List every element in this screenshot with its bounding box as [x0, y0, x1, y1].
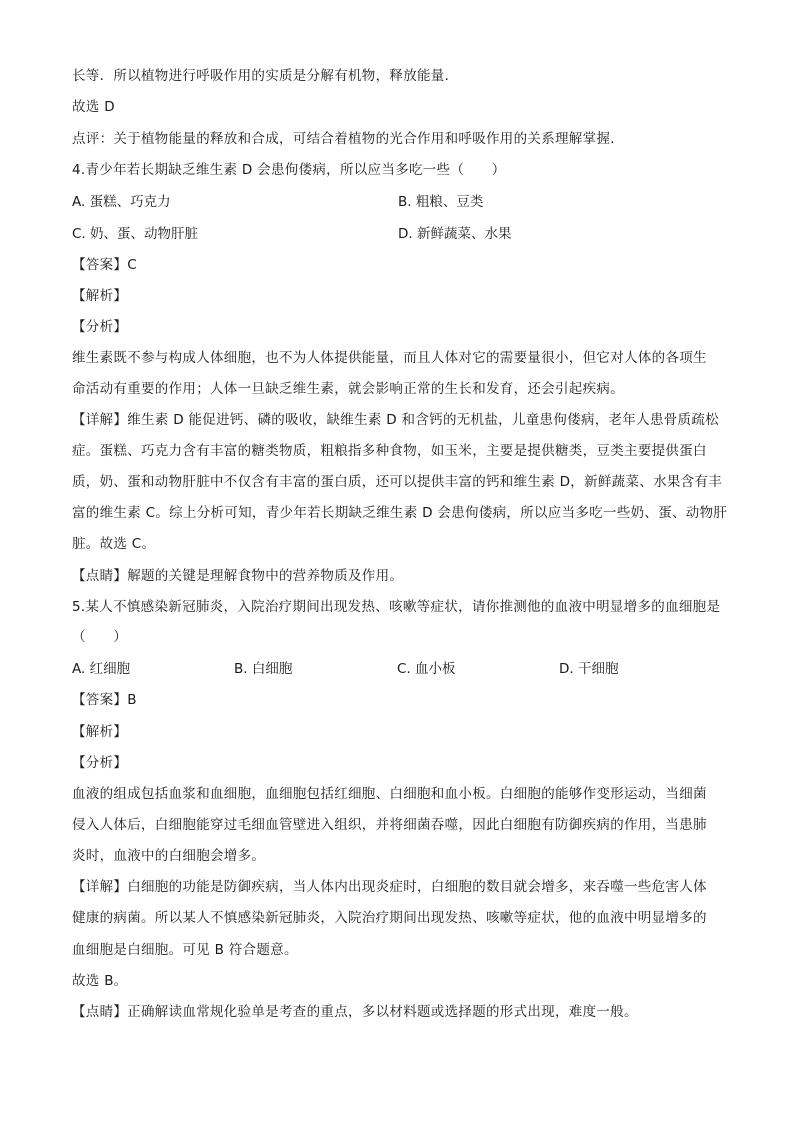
answer-value: B [127, 692, 137, 708]
q5-fenxi-heading: 【分析】 [72, 755, 128, 771]
q5-stem: 5.某人不慎感染新冠肺炎，入院治疗期间出现发热、咳嗽等症状，请你推测他的血液中明显增多的血细胞是 [72, 599, 721, 615]
q5-choice: 故选 B。 [72, 973, 128, 989]
q5-option-b: B. 白细胞 [234, 661, 293, 677]
q4-dianjing-line [72, 566, 403, 586]
q4-xiangjie-text: 质，奶、蛋和动物肝脏中不仅含有丰富的蛋白质，还可以提供丰富的钙和维生素 D，新鲜蔬菜、水果含有丰 [72, 474, 723, 490]
q4-xiangjie-text: 脏。故选 C。 [72, 536, 156, 552]
dianjing-tag: 【点睛】 [72, 1004, 128, 1020]
answer-tag: 【答案】 [72, 692, 128, 708]
q5-answer-line [72, 690, 137, 710]
q4-fenxi-text: 命活动有重要的作用；人体一旦缺乏维生素，就会影响正常的生长和发育，还会引起疾病。 [72, 381, 624, 397]
q4-xiangjie-text: 富的维生素 C。综上分析可知，青少年若长期缺乏维生素 D 会患佝偻病，所以应当多吃一些奶、蛋、动物肝 [72, 505, 728, 521]
q4-fenxi-heading: 【分析】 [72, 319, 128, 335]
q4-option-d: D. 新鲜蔬菜、水果 [398, 226, 512, 242]
q4-xiangjie-text: 症。蛋糕、巧克力含有丰富的糖类物质，粗粮指多种食物，如玉米，主要是提供糖类，豆类主要提供蛋白 [72, 443, 707, 459]
q3-comment: 点评：关于植物能量的释放和合成，可结合着植物的光合作用和呼吸作用的关系理解掌握． [72, 131, 624, 147]
q4-option-b: B. 粗粮、豆类 [398, 194, 484, 210]
q4-xiangjie-line [72, 410, 719, 430]
q5-xiangjie-line [72, 877, 707, 897]
answer-tag: 【答案】 [72, 257, 128, 273]
xiangjie-text: 白细胞的功能是防御疾病，当人体内出现炎症时，白细胞的数目就会增多，来吞噬一些危害人体 [127, 879, 707, 895]
xiangjie-text: 维生素 D 能促进钙、磷的吸收，缺维生素 D 和含钙的无机盐，儿童患佝偻病，老年人患骨质疏松 [127, 412, 719, 428]
q5-xiangjie-text: 健康的病菌。所以某人不慎感染新冠肺炎，入院治疗期间出现发热、咳嗽等症状，他的血液中明显增多的 [72, 910, 707, 926]
q4-option-a: A. 蛋糕、巧克力 [72, 194, 171, 210]
dianjing-text: 解题的关键是理解食物中的营养物质及作用。 [127, 568, 404, 584]
q5-option-a: A. 红细胞 [72, 661, 131, 677]
q5-xiangjie-text: 血细胞是白细胞。可见 B 符合题意。 [72, 942, 298, 958]
xiangjie-tag: 【详解】 [72, 879, 128, 895]
q5-fenxi-text: 炎时，血液中的白细胞会增多。 [72, 848, 266, 864]
q3-explanation-tail: 长等．所以植物进行呼吸作用的实质是分解有机物，释放能量． [72, 68, 459, 84]
xiangjie-tag: 【详解】 [72, 412, 128, 428]
q4-answer-line [72, 255, 137, 275]
q5-stem-bracket: （ ） [72, 629, 128, 645]
q5-fenxi-text: 血液的组成包括血浆和血细胞，血细胞包括红细胞、白细胞和血小板。白细胞的能够作变形运动，当细菌 [72, 786, 707, 802]
q3-choice: 故选 D [72, 99, 115, 115]
dianjing-text: 正确解读血常规化验单是考查的重点，多以材料题或选择题的形式出现，难度一般。 [127, 1004, 638, 1020]
q5-option-d: D. 干细胞 [559, 661, 619, 677]
q4-jiexi-heading: 【解析】 [72, 288, 128, 304]
q5-option-c: C. 血小板 [397, 661, 456, 677]
q4-option-c: C. 奶、蛋、动物肝脏 [72, 226, 199, 242]
q4-fenxi-text: 维生素既不参与构成人体细胞，也不为人体提供能量，而且人体对它的需要量很小，但它对人体的各项生 [72, 350, 707, 366]
q5-jiexi-heading: 【解析】 [72, 724, 128, 740]
dianjing-tag: 【点睛】 [72, 568, 128, 584]
answer-value: C [127, 257, 137, 273]
q5-fenxi-text: 侵入人体后，白细胞能穿过毛细血管壁进入组织，并将细菌吞噬，因此白细胞有防御疾病的作用，当患肺 [72, 817, 707, 833]
q5-dianjing-line [72, 1002, 638, 1022]
q4-stem: 4.青少年若长期缺乏维生素 D 会患佝偻病，所以应当多吃一些（ ） [72, 162, 506, 178]
